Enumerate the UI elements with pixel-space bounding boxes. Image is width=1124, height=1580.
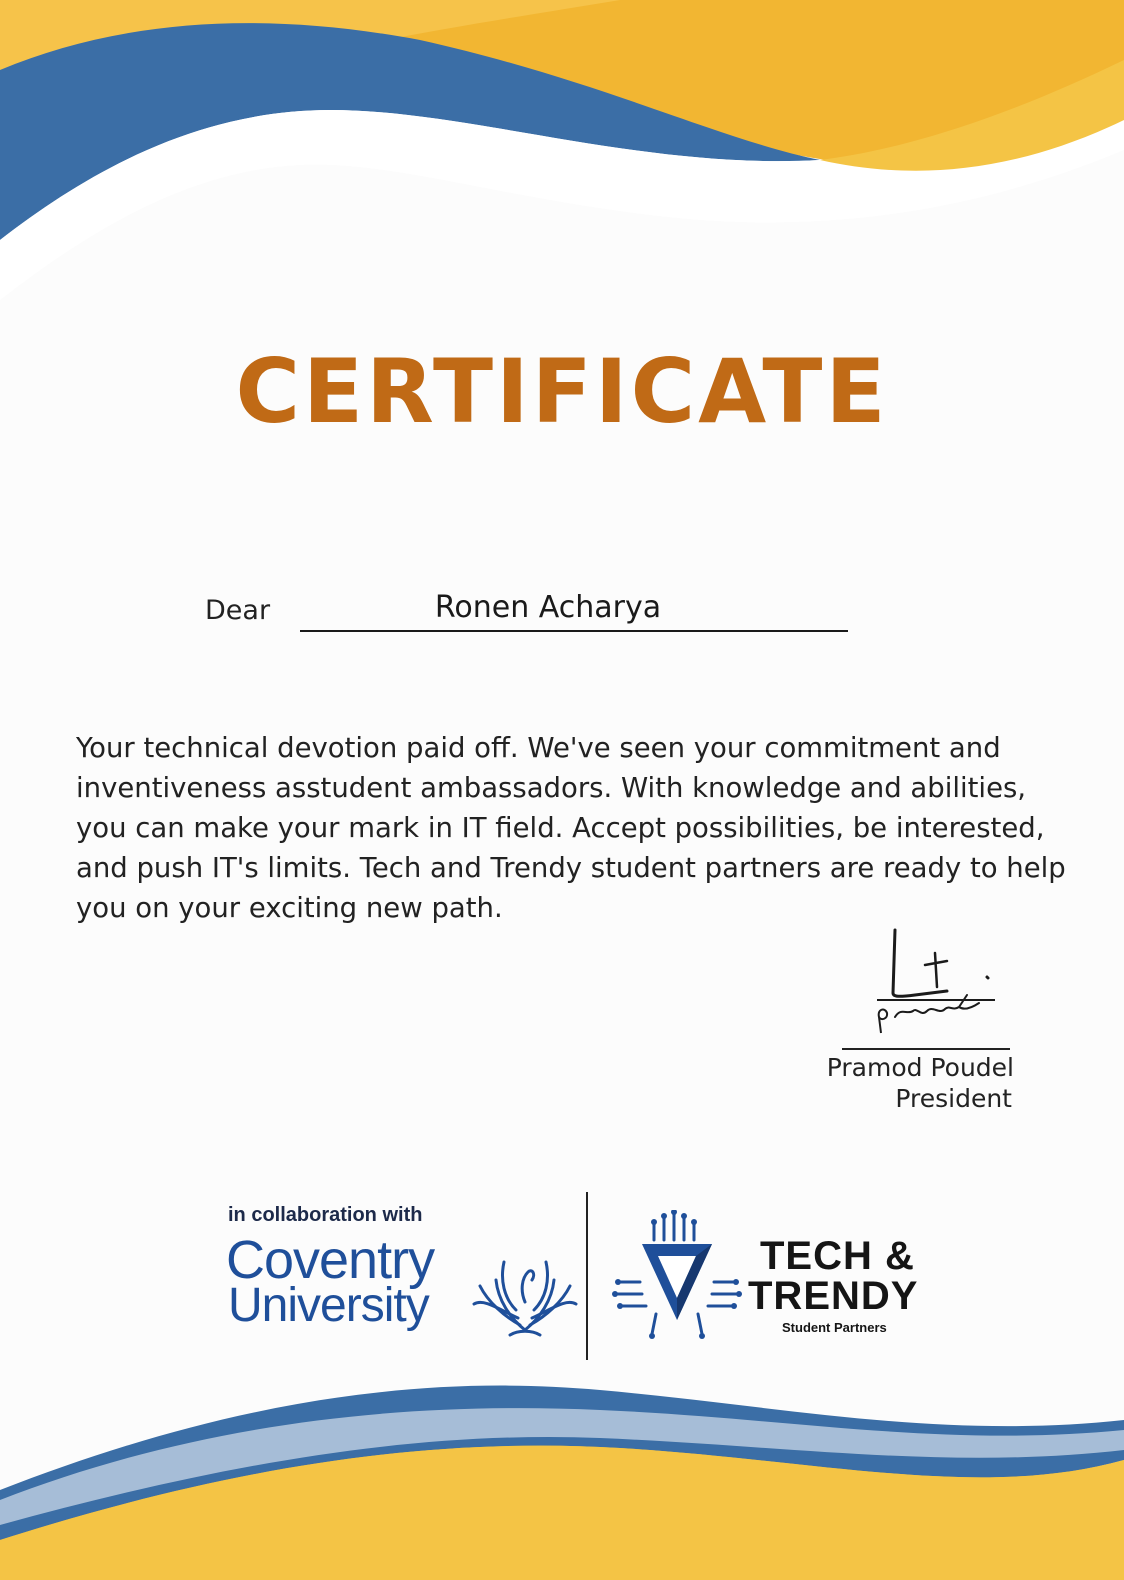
tech-trendy-logo-line1: TECH & — [760, 1234, 915, 1278]
top-wave-decoration — [0, 0, 1124, 320]
logo-divider — [586, 1192, 588, 1360]
tech-trendy-subtitle: Student Partners — [782, 1320, 887, 1335]
recipient-underline — [300, 630, 848, 632]
signer-title: President — [895, 1084, 1012, 1113]
signature-line — [842, 1048, 1010, 1050]
tech-trendy-logo-line2: TRENDY — [748, 1274, 919, 1318]
recipient-name: Ronen Acharya — [434, 590, 662, 625]
certificate-title: CERTIFICATE — [235, 340, 889, 443]
signer-name: Pramod Poudel — [826, 1053, 1014, 1082]
dear-label: Dear — [205, 595, 271, 626]
coventry-phoenix-icon — [470, 1240, 580, 1340]
collaboration-label: in collaboration with — [228, 1204, 423, 1226]
coventry-logo-text-line1: Coventry — [226, 1230, 435, 1290]
signature-mark — [855, 925, 1005, 1035]
bottom-wave-decoration — [0, 1350, 1124, 1580]
tech-trendy-logo-icon — [612, 1210, 742, 1340]
coventry-logo-text-line2: University — [228, 1279, 429, 1332]
certificate-body-text: Your technical devotion paid off. We've seen your commitment and inventiveness asstudent ambassadors. With knowledge and abilities, you can make your mark in IT field. Accept possibilities, be interested, and push IT's limits. Tech and Trendy student partners are ready to help you on your exciting new path. — [76, 732, 1066, 924]
